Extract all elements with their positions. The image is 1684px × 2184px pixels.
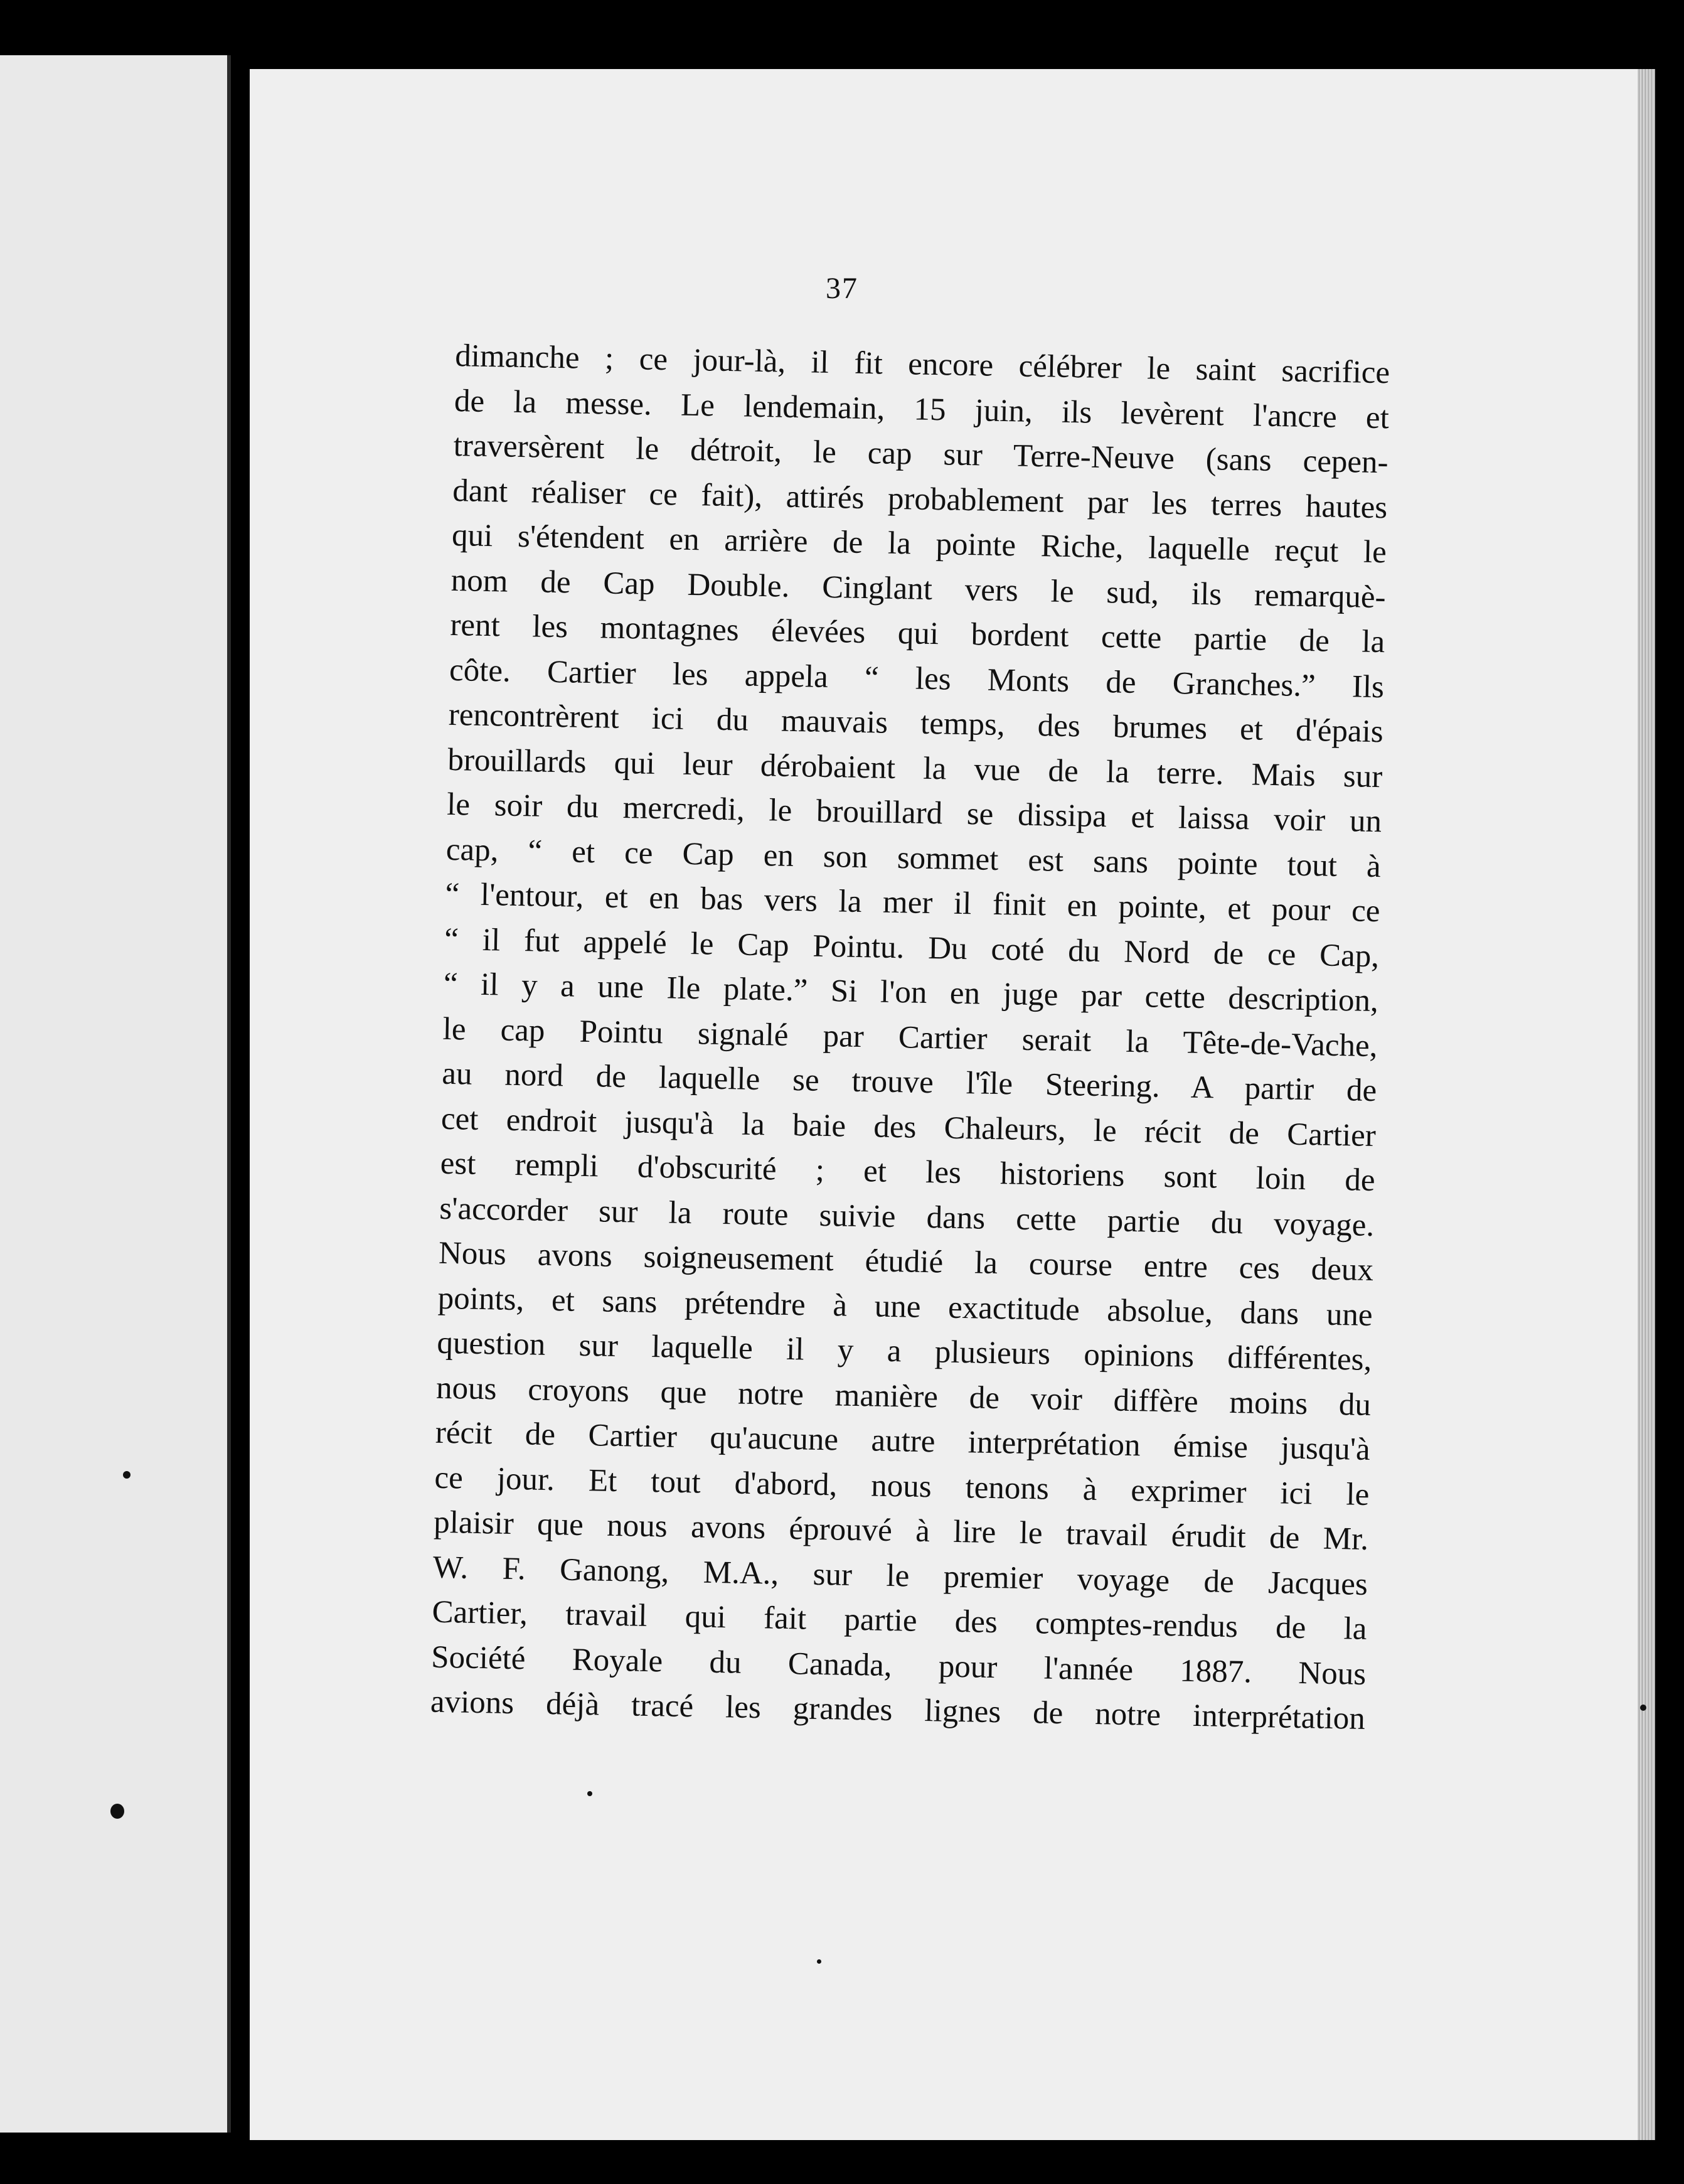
text-line: côte. Cartier les appela “ les Monts de Granches.” Ils: [449, 652, 1385, 705]
text-line: dimanche ; ce jour-là, il fit encore célébrer le saint sacrifice: [454, 338, 1390, 391]
text-line: Société Royale du Canada, pour l'année 1887. Nous: [430, 1639, 1367, 1692]
text-line: avions déjà tracé les grandes lignes de notre interprétation: [430, 1684, 1366, 1737]
facing-page: [0, 55, 231, 2133]
text-line: le cap Pointu signalé par Cartier serait la Tête-de-Vache,: [442, 1011, 1378, 1064]
scan-speck: [1640, 1705, 1646, 1711]
text-line: le soir du mercredi, le brouillard se dissipa et laissa voir un: [446, 786, 1382, 840]
text-line: dant réaliser ce fait), attirés probablement par les terres hautes: [452, 473, 1388, 525]
text-line: “ il y a une Ile plate.” Si l'on en juge par cette description,: [443, 966, 1379, 1019]
text-line: de la messe. Le lendemain, 15 juin, ils levèrent l'ancre et: [454, 383, 1390, 436]
text-line: Nous avons soigneusement étudié la course entre ces deux: [438, 1235, 1374, 1288]
text-line: qui s'étendent en arrière de la pointe Riche, laquelle reçut le: [451, 517, 1387, 570]
text-line: “ il fut appelé le Cap Pointu. Du coté du Nord de ce Cap,: [444, 921, 1380, 974]
page-number: 37: [826, 272, 858, 305]
text-line: rencontrèrent ici du mauvais temps, des brumes et d'épais: [448, 697, 1384, 750]
scan-speck: [123, 1471, 131, 1479]
text-line: nom de Cap Double. Cinglant vers le sud, ils remarquè-: [450, 562, 1387, 615]
text-line: cet endroit jusqu'à la baie des Chaleurs, le récit de Cartier: [440, 1101, 1377, 1154]
text-line: question sur laquelle il y a plusieurs opinions différentes,: [437, 1325, 1372, 1378]
text-line: au nord de laquelle se trouve l'île Steering. A partir de: [441, 1056, 1377, 1109]
text-line: ce jour. Et tout d'abord, nous tenons à exprimer ici le: [434, 1460, 1370, 1512]
text-line: points, et sans prétendre à une exactitude absolue, dans une: [437, 1280, 1373, 1333]
text-line: est rempli d'obscurité ; et les historiens sont loin de: [440, 1145, 1376, 1199]
text-line: brouillards qui leur dérobaient la vue de la terre. Mais sur: [447, 742, 1383, 795]
body-text: [430, 334, 1390, 1742]
text-line: s'accorder sur la route suivie dans cette partie du voyage.: [439, 1191, 1375, 1243]
text-line: nous croyons que notre manière de voir diffère moins du: [435, 1370, 1372, 1423]
text-line: rent les montagnes élevées qui bordent cette partie de la: [449, 607, 1385, 660]
scan-speck: [817, 1959, 821, 1964]
text-line: plaisir que nous avons éprouvé à lire le travail érudit de Mr.: [433, 1504, 1369, 1557]
text-line: “ l'entour, et en bas vers la mer il finit en pointe, et pour ce: [445, 876, 1380, 929]
page-edge-stack: [1638, 69, 1655, 2140]
text-line: cap, “ et ce Cap en son sommet est sans pointe tout à: [445, 832, 1382, 884]
book-gutter: [231, 38, 250, 2159]
text-line: Cartier, travail qui fait partie des comptes-rendus de la: [432, 1594, 1367, 1647]
scan-speck: [587, 1791, 592, 1796]
scan-speck: [110, 1804, 124, 1819]
text-line: W. F. Ganong, M.A., sur le premier voyage de Jacques: [432, 1550, 1368, 1602]
text-line: traversèrent le détroit, le cap sur Terre-Neuve (sans cepen-: [453, 427, 1389, 481]
text-line: récit de Cartier qu'aucune autre interprétation émise jusqu'à: [435, 1415, 1371, 1468]
